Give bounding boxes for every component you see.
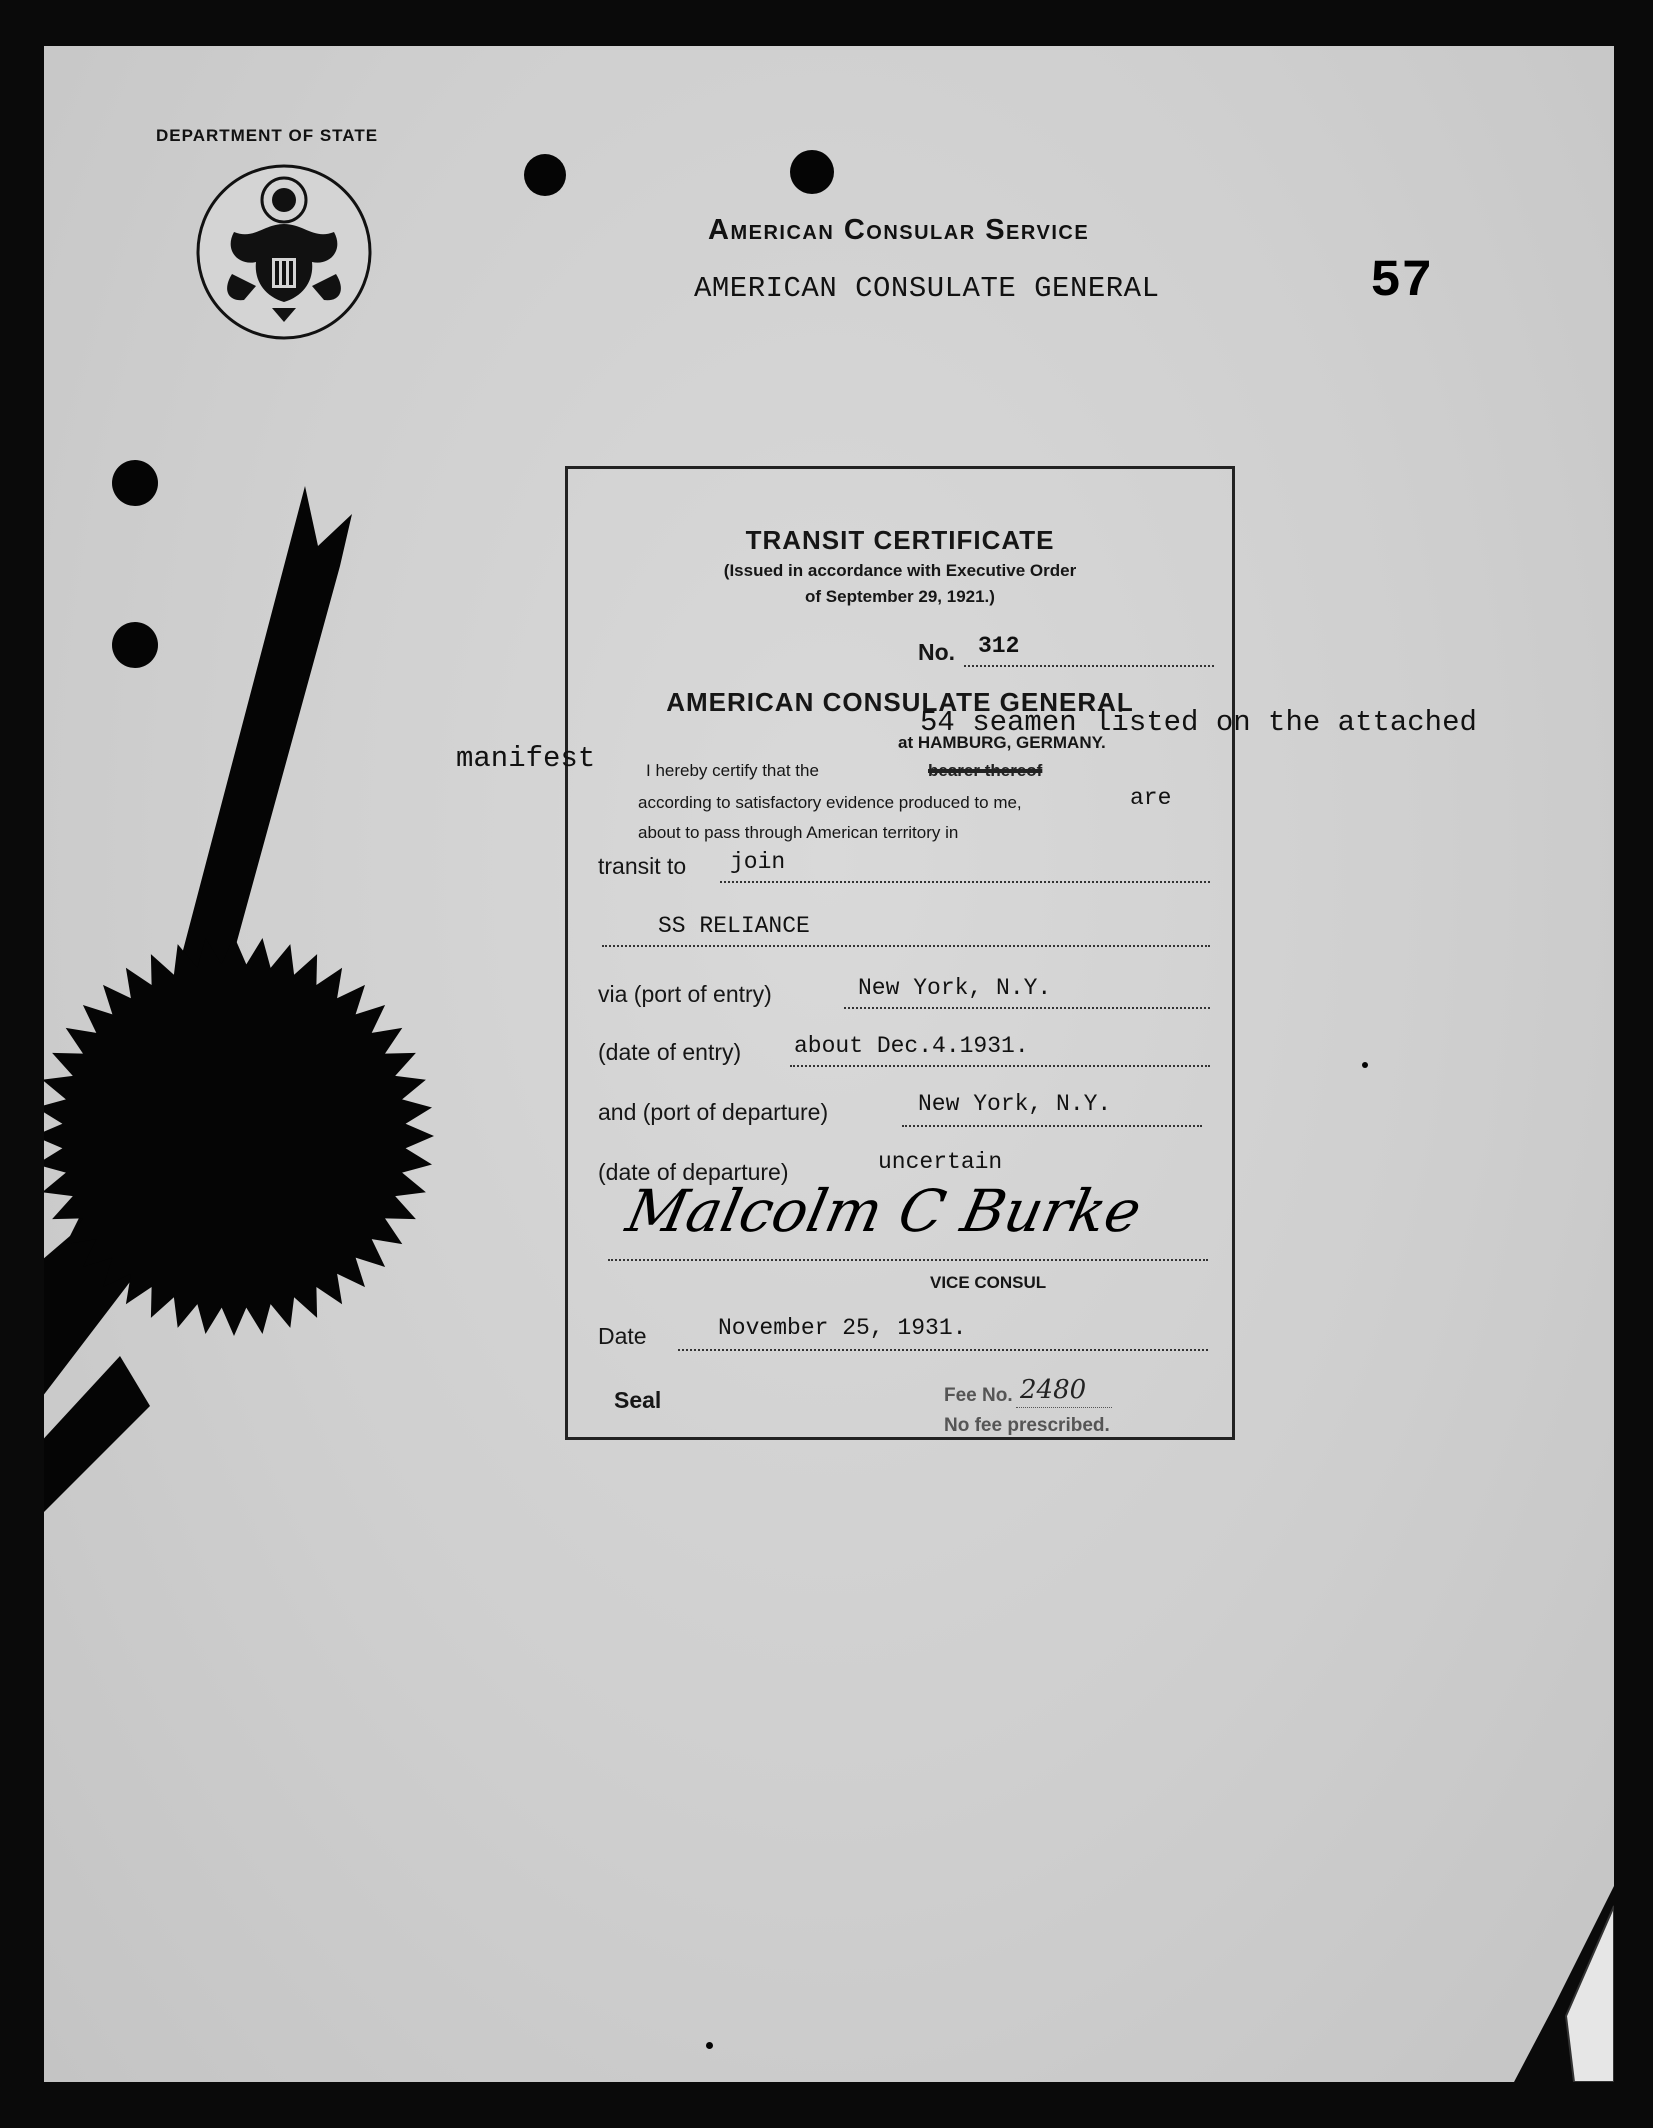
certify-text: I hereby certify that the <box>646 761 819 780</box>
typed-are: are <box>1130 785 1172 811</box>
wax-seal-icon <box>44 926 444 1346</box>
number-value: 312 <box>978 633 1020 659</box>
port-departure-line <box>902 1125 1202 1127</box>
typed-insert: 54 seamen listed on the attached <box>920 706 1477 739</box>
date-label: Date <box>598 1323 647 1349</box>
port-entry-label: via (port of entry) <box>598 981 772 1007</box>
date-line <box>678 1349 1208 1351</box>
vessel-value: SS RELIANCE <box>658 913 810 939</box>
port-entry-line <box>844 1007 1210 1009</box>
date-departure-value: uncertain <box>878 1149 1003 1175</box>
number-label: No. <box>918 639 956 665</box>
date-entry-label: (date of entry) <box>598 1039 742 1065</box>
stray-mark <box>1362 1062 1368 1068</box>
transit-certificate <box>565 466 1235 1440</box>
stray-mark <box>706 2042 713 2049</box>
pass-text: about to pass through American territory in <box>638 823 959 842</box>
port-entry-value: New York, N.Y. <box>858 975 1052 1001</box>
evidence-text: according to satisfactory evidence produced to me, <box>638 793 1022 812</box>
consulate-header: AMERICAN CONSULATE GENERAL <box>666 687 1134 717</box>
transit-label: transit to <box>598 853 687 879</box>
document-page <box>44 46 1614 2082</box>
page-number: 57 <box>1370 252 1433 311</box>
vessel-line <box>602 945 1210 947</box>
punch-hole-icon <box>524 154 566 196</box>
punch-hole-icon <box>790 150 834 194</box>
location-text: at HAMBURG, GERMANY. <box>898 733 1106 752</box>
seal-label: Seal <box>614 1387 662 1413</box>
date-entry-value: about Dec.4.1931. <box>794 1033 1029 1059</box>
port-departure-value: New York, N.Y. <box>918 1091 1112 1117</box>
consulate-heading: AMERICAN CONSULATE GENERAL <box>694 272 1160 305</box>
struck-text: bearer thereof <box>928 761 1043 780</box>
transit-line <box>720 881 1210 883</box>
date-value: November 25, 1931. <box>718 1315 967 1341</box>
great-seal-icon <box>194 162 374 342</box>
port-departure-label: and (port of departure) <box>598 1099 829 1125</box>
folded-corner <box>1514 1886 1614 2082</box>
service-heading: American Consular Service <box>708 214 1090 246</box>
signature-line <box>608 1259 1208 1261</box>
department-heading: DEPARTMENT OF STATE <box>156 126 379 145</box>
issued-line-1: (Issued in accordance with Executive Order <box>723 561 1077 580</box>
issued-line-2: of September 29, 1921.) <box>805 587 995 606</box>
vice-consul-signature: Malcolm C Burke <box>620 1177 1148 1245</box>
number-line <box>964 665 1214 667</box>
fee-label: Fee No. <box>944 1385 1013 1406</box>
fee-line <box>1016 1407 1112 1408</box>
signer-title: VICE CONSUL <box>930 1273 1047 1292</box>
fee-value: 2480 <box>1020 1375 1087 1405</box>
fee-note: No fee prescribed. <box>944 1415 1110 1436</box>
transit-value: join <box>730 849 786 875</box>
date-departure-label: (date of departure) <box>598 1159 789 1185</box>
date-entry-line <box>790 1065 1210 1067</box>
certificate-title: TRANSIT CERTIFICATE <box>745 525 1055 555</box>
manifest-word: manifest <box>456 742 596 775</box>
